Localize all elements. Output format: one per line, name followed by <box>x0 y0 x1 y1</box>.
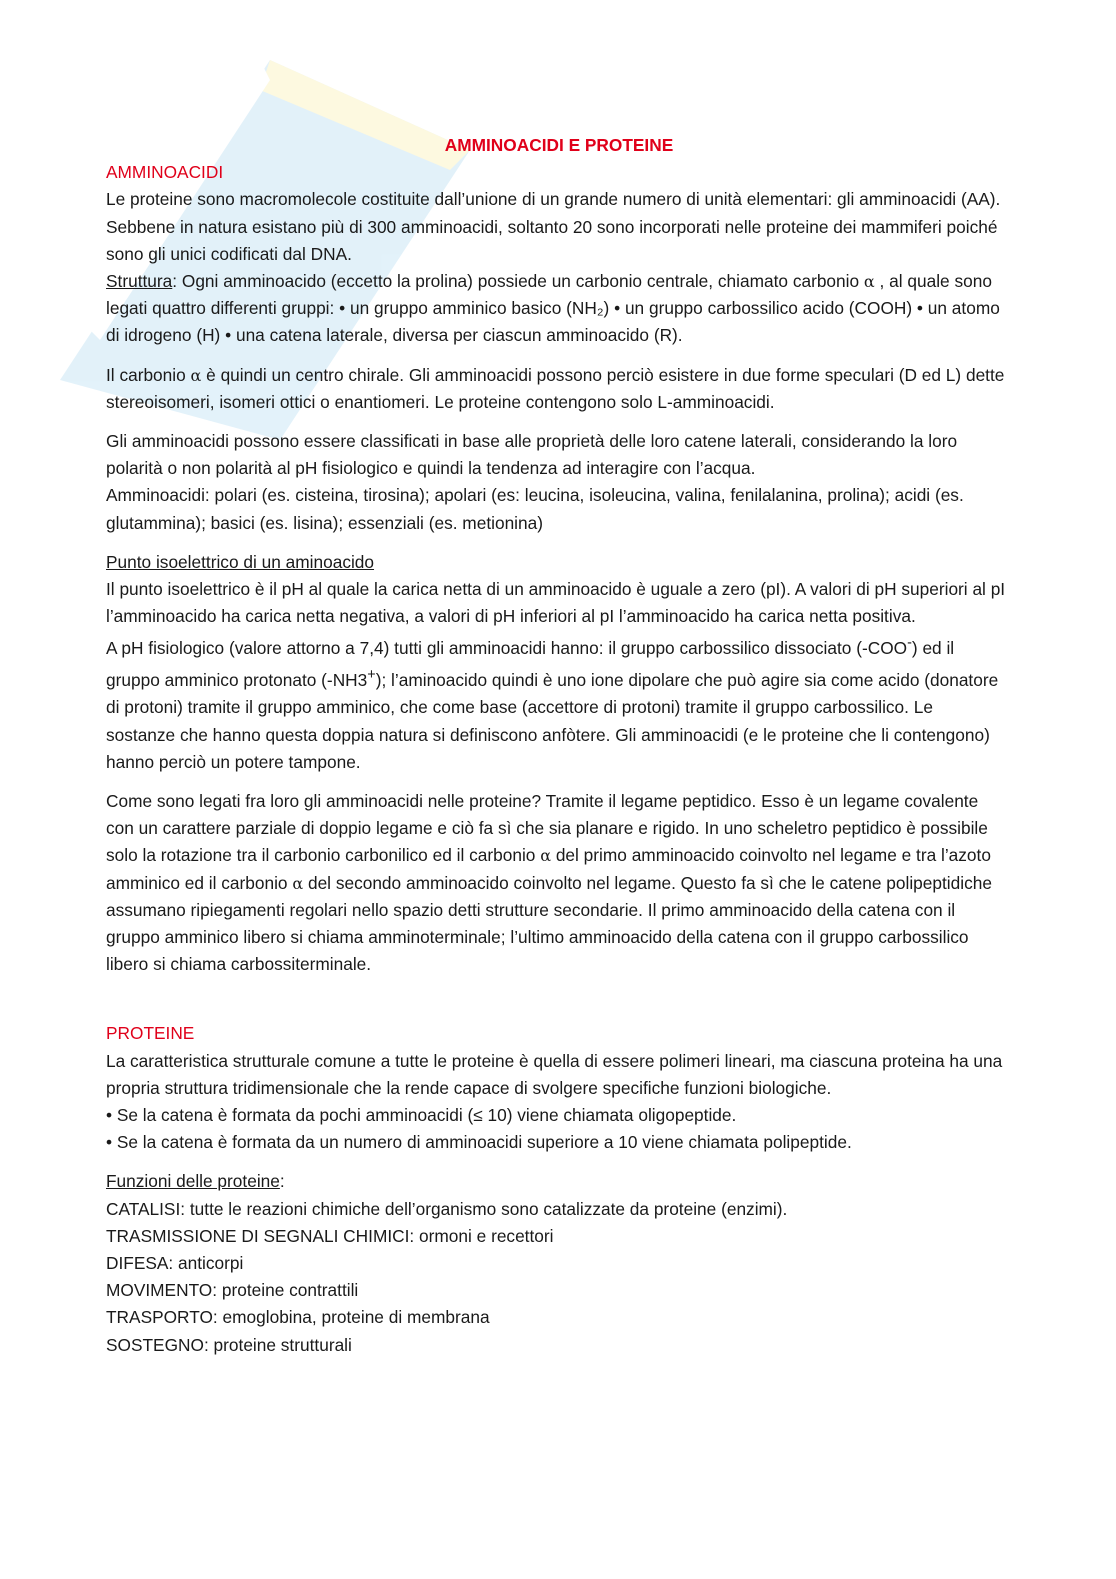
intro-paragraph: Le proteine sono macromolecole costituite dall’unione di un grande numero di unità elementari: gli amminoacidi (AA). Sebbene in natura esistano più di 300 amminoacidi, soltanto 20 sono incorporati nelle proteine dei mammiferi poiché sono gli unici codificati dal DNA. <box>106 189 1001 264</box>
punto-isoelettrico-paragraph: Il punto isoelettrico è il pH al quale la carica netta di un amminoacido è uguale a zero (pI). A valori di pH superiori al pI l’amminoacido ha carica netta negativa, a valori di pH inferiori al pI l’amminoacido ha carica netta positiva. <box>106 579 1006 627</box>
funzione-item: CATALISI: tutte le reazioni chimiche dell’organismo sono catalizzate da proteine (enzimi). <box>106 1198 788 1219</box>
document-page <box>106 132 1006 1359</box>
funzione-item: TRASPORTO: emoglobina, proteine di membrana <box>106 1307 490 1328</box>
funzione-item: TRASMISSIONE DI SEGNALI CHIMICI: ormoni e recettori <box>106 1225 554 1246</box>
struttura-label: Struttura <box>106 271 173 292</box>
funzione-item: MOVIMENTO: proteine contrattili <box>106 1280 359 1301</box>
section-heading-amminoacidi: AMMINOACIDI <box>106 162 224 183</box>
bullet-oligopeptide: • Se la catena è formata da pochi amminoacidi (≤ 10) viene chiamata oligopeptide. <box>106 1105 737 1126</box>
proteine-intro-paragraph: La caratteristica strutturale comune a tutte le proteine è quella di essere polimeri lineari, ma ciascuna proteina ha una propria struttura tridimensionale che la rende capace di svolgere specifiche funzioni biologiche. <box>106 1050 1003 1098</box>
funzione-item: SOSTEGNO: proteine strutturali <box>106 1334 352 1355</box>
funzioni-heading: Funzioni delle proteine: <box>106 1171 285 1192</box>
chirale-paragraph: Il carbonio α è quindi un centro chirale. Gli amminoacidi possono perciò esistere in due forme speculari (D ed L) dette stereoisomeri, isomeri ottici o enantiomeri. Le proteine contengono solo L-amminoacidi. <box>106 364 1005 412</box>
ph-fisiologico-paragraph: A pH fisiologico (valore attorno a 7,4) tutti gli amminoacidi hanno: il gruppo carbossilico dissociato (-COO-) ed il gruppo amminico protonato (-NH3+); l’aminoacido quindi è uno ione dipolare che può agire sia come acido (donatore di protoni) tramite il gruppo amminico, che come base (accettore di protoni) tramite il gruppo carbossilico. Le sostanze che hanno questa doppia natura si definiscono anfòtere. Gli amminoacidi (e le proteine che li contengono) hanno perciò un potere tampone. <box>106 635 999 772</box>
section-heading-proteine: PROTEINE <box>106 1023 195 1044</box>
bullet-polipeptide: • Se la catena è formata da un numero di amminoacidi superiore a 10 viene chiamata polipeptide. <box>106 1132 852 1153</box>
page-title: AMMINOACIDI E PROTEINE <box>444 135 674 155</box>
punto-isoelettrico-heading: Punto isoelettrico di un aminoacido <box>106 551 375 572</box>
tipi-paragraph: Amminoacidi: polari (es. cisteina, tirosina); apolari (es: leucina, isoleucina, valina, fenilalanina, prolina); acidi (es. glutammina); basici (es. lisina); essenziali (es. metionina) <box>106 485 964 533</box>
legame-peptidico-paragraph: Come sono legati fra loro gli amminoacidi nelle proteine? Tramite il legame peptidico. Esso è un legame covalente con un carattere parziale di doppio legame e ciò fa sì che sia planare e rigido. In uno scheletro peptidico è possibile solo la rotazione tra il carbonio carbonilico ed il carbonio α del primo amminoacido coinvolto nel legame e tra l’azoto amminico ed il carbonio α del secondo amminoacido coinvolto nel legame. Questo fa sì che le catene polipeptidiche assumano ripiegamenti regolari nello spazio detti strutture secondarie. Il primo amminoacido della catena con il gruppo amminico libero si chiama amminoterminale; l’ultimo amminoacido della catena con il gruppo carbossilico libero si chiama carbossiterminale. <box>106 791 992 975</box>
alpha-symbol: α <box>540 846 552 866</box>
struttura-paragraph: Struttura: Ogni amminoacido (eccetto la prolina) possiede un carbonio centrale, chiamato carbonio α , al quale sono legati quattro differenti gruppi: • un gruppo amminico basico (NH₂) • un gruppo carbossilico acido (COOH) • un atomo di idrogeno (H) • una catena laterale, diversa per ciascun amminoacido (R). <box>106 271 1000 346</box>
classificazione-paragraph: Gli amminoacidi possono essere classificati in base alle proprietà delle loro catene laterali, considerando la loro polarità o non polarità al pH fisiologico e quindi la tendenza ad interagire con l’acqua. <box>106 431 958 479</box>
alpha-symbol: α <box>190 365 202 385</box>
alpha-symbol: α <box>863 272 875 292</box>
alpha-symbol: α <box>292 873 304 893</box>
funzione-item: DIFESA: anticorpi <box>106 1253 244 1274</box>
